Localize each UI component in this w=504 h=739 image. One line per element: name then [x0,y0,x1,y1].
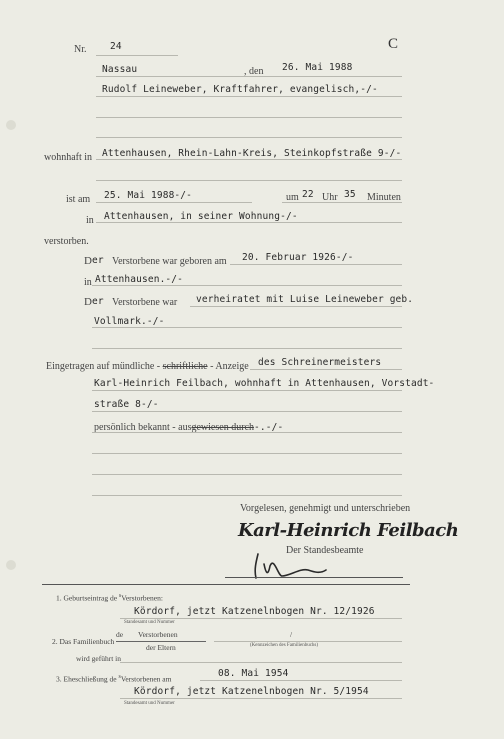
family-book-deceased: Verstorbenen [138,630,178,639]
registration-struck-schriftliche: schriftliche [162,361,208,372]
known-part2: -.-/- [253,422,284,433]
corner-letter: C [388,36,399,52]
registration-label [46,361,249,372]
minuten-label: Minuten [367,192,401,203]
death-place: Attenhausen, in seiner Wohnung-/- [104,211,298,222]
birth-entry-value: Kördorf, jetzt Katzenelnbogen Nr. 12/1926 [134,606,375,617]
family-book-parents: der Eltern [146,643,176,652]
residence-label: wohnhaft in [44,152,93,163]
birth-date: 20. Februar 1926-/- [242,252,354,263]
uhr-label: Uhr [322,192,338,203]
death-date-label: ist am [66,194,91,205]
birth-entry-label-text2: Verstorbenen: [121,593,163,603]
family-book-slash: / [290,630,293,639]
marriage-sup: s [118,674,121,680]
punch-hole [6,120,16,130]
marriage-entry-caption: Standesamt und Nummer [124,701,175,706]
registration-label-part1: Eingetragen auf mündliche - [46,361,161,372]
marriage-date: 08. Mai 1954 [218,668,289,679]
marital-er: er [92,296,104,307]
birth-entry-label [56,593,163,603]
entry-number: 24 [110,41,122,52]
birth-place-label: in [84,277,92,288]
punch-hole [6,560,16,570]
birth-d-label: D [84,255,92,267]
family-book-kept-in: wird geführt in [76,654,121,663]
informant-line1: des Schreinermeisters [258,357,382,368]
family-book-caption: (Kennzeichen des Familienbuchs) [250,643,319,648]
marriage-label-text: 3. Eheschließung de [56,674,117,684]
informant-line2: Karl-Heinrich Feilbach, wohnhaft in Attenhausen, Vorstadt- [94,378,435,389]
registrar-label: Der Standesbeamte [286,545,364,556]
verstorben-label: verstorben. [44,236,89,247]
known-struck: gewiesen durch [191,422,254,433]
marriage-label-text2: Verstorbenen am [120,674,172,684]
family-book-label: 2. Das Familienbuch [52,637,115,646]
marital-status-line1: verheiratet mit Luise Leineweber geb. [196,294,414,305]
date-label: , den [244,66,264,77]
registration-date: 26. Mai 1988 [282,62,353,73]
birth-er: er [92,255,104,266]
informant-line3: straße 8-/- [94,399,159,410]
nr-label: Nr. [74,44,87,55]
death-date: 25. Mai 1988-/- [104,190,193,201]
marriage-entry-value: Kördorf, jetzt Katzenelnbogen Nr. 5/1954 [134,686,369,697]
registrar-signature [258,574,260,575]
death-place-label: in [86,215,94,226]
marriage-label [56,674,171,684]
deceased-person: Rudolf Leineweber, Kraftfahrer, evangelisch,-/- [102,84,378,95]
family-book-de: de [116,630,124,639]
birth-entry-label-text: 1. Geburtseintrag de [56,593,118,603]
marital-status-line2: Vollmark.-/- [94,316,165,327]
birth-entry-caption: Standesamt und Nummer [124,620,175,625]
marital-label: Verstorbene war [112,297,178,308]
death-hour: 22 [302,189,314,200]
known-part1: persönlich bekannt - aus [94,422,192,433]
marital-d-label: D [84,296,92,308]
registry-place: Nassau [102,64,138,75]
registrar-signature-svg [244,548,328,584]
birth-place: Attenhausen.-/- [95,274,184,285]
death-minutes: 35 [344,189,356,200]
registration-label-part2: - Anzeige [210,361,249,372]
um-label: um [286,192,299,203]
read-approved-signed: Vorgelesen, genehmigt und unterschrieben [240,503,411,514]
informant-signature: Karl-Heinrich Feilbach [238,520,459,541]
birth-entry-sup: s [118,593,122,599]
residence-value: Attenhausen, Rhein-Lahn-Kreis, Steinkopfstraße 9-/- [102,148,402,159]
birth-label: Verstorbene war geboren am [112,256,227,267]
